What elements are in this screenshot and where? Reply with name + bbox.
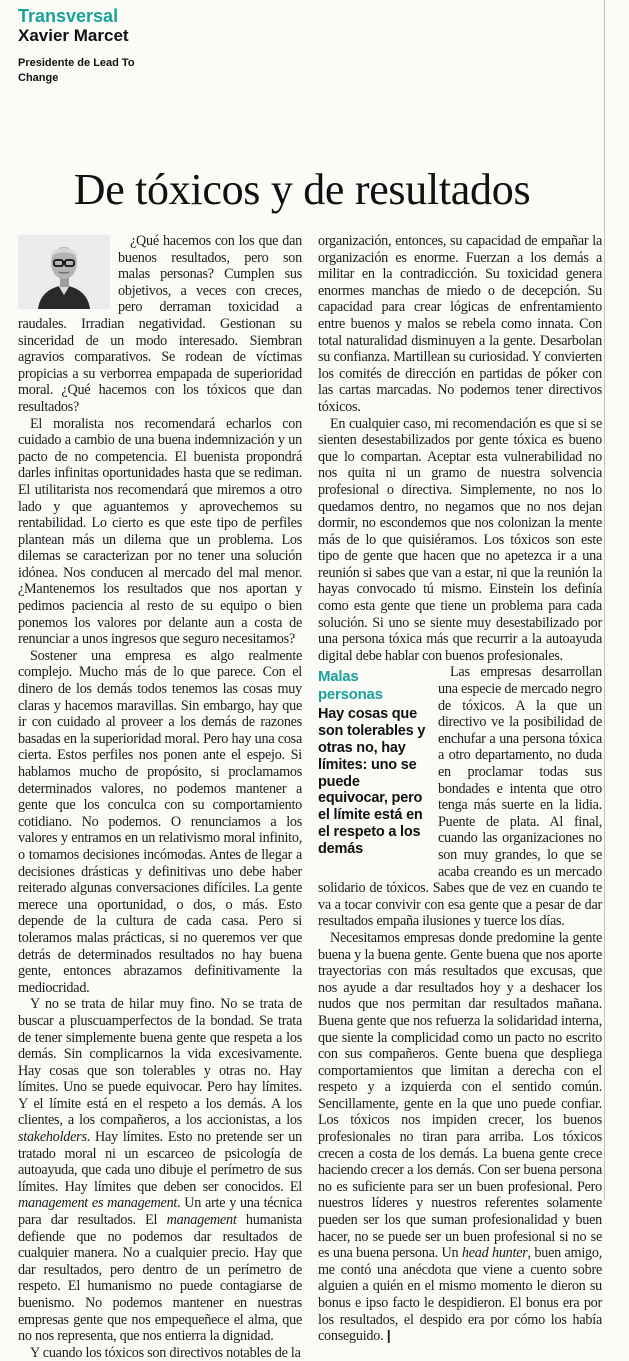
paragraph: En cualquier caso, mi recomendación es que si se sienten desestabilizados por gente tóxica es bueno que lo compartan. Aceptar esta vulnerabilidad no nos quita ni un gramo de nuestra solvencia profesional o directiva. Simplemente, no nos lo quedamos dentro, no negamos que no nos dejan dormir, no escondemos que nos colonizan la mente más de lo que quisiéramos. Los tóxicos son este tipo de gente que hacen que no apetezca ir a una reunión si sabes que van a estar, ni que la reunión la hayas convocado tú mismo. Einstein los definía como esta gente que tiene un problema para cada solución. Si uno se siente muy desestabilizado por una persona tóxica más que recurrir a la autoayuda digital debe hablar con buenos profesionales.	[318, 415, 602, 664]
article-headline: De tóxicos y de resultados	[73, 165, 531, 214]
paragraph: Y cuando los tóxicos son directivos notables de la	[30, 1344, 301, 1361]
author-portrait-icon	[18, 235, 110, 309]
text-run: . Hay límites. Esto no pretende ser un tratado moral ni un escarceo de psicología de autoayuda, que cada uno dibuje el perímetro de sus límites. Hay límites que deben ser conocidos. El	[18, 1129, 302, 1195]
pull-quote-text: Hay cosas que son tolerables y otras no, hay límites: uno se puede equivocar, pero el límite está en el respeto a los demás	[318, 706, 426, 857]
italic-term: management es management	[18, 1195, 178, 1212]
byline-block	[18, 6, 318, 86]
paragraph: El moralista nos recomendará echarlos con cuidado a cambio de una buena indemnización y un pacto de no competencia. El buenista propondrá darles infinitas oportunidades hasta que se rediman. El utilitarista nos recomendará que miremos a otro lado y que aguantemos y aprovechemos su rentabilidad. Lo cierto es que este tipo de perfiles plantean más un dilema que un problema. Los dilemas se caracterizan por no tener una solución idónea. Nos conducen al mercado del mal menor. ¿Mantenemos los resultados que nos aportan y pedimos paciencia al resto de su equipo o bien ponemos los valores por delante aun a costa de renunciar a unos ingresos que seguro necesitamos?	[18, 415, 302, 648]
article-column-1	[18, 233, 302, 1361]
text-run: . Un arte y una técnica para dar resultados. El	[18, 1195, 302, 1229]
section-label: Transversal	[18, 6, 119, 26]
article-column-2	[318, 233, 602, 1345]
paragraph: ¿Qué hacemos con los que dan buenos resultados, pero son malas personas? Cumplen sus objetivos, a veces con creces, pero derraman toxicidad a raudales. Irradian negatividad. Gestionan su sinceridad de un modo interesado. Siembran agravios comparativos. Se rodean de víctimas propicias a su verborrea empapada de superioridad moral. ¿Qué hacemos con los tóxicos que dan resultados?	[18, 233, 302, 415]
pull-quote	[318, 668, 426, 857]
column-rule	[604, 0, 605, 1200]
italic-term: head hunter	[461, 1245, 528, 1262]
text-run: Necesitamos empresas donde predomine la gente buena y la buena gente. Gente buena que nos aporte trayectorias con más resultados que excusas, que nos ayude a dar resultados hoy y a deshacer los nudos que nos permitan dar resultados mañana. Buena gente que nos refuerza la solidaridad interna, que siente la complicidad como un pacto no escrito con sus compañeros. Gente buena que despliega comportamientos que limitan a derecha con el respeto y a izquierda con el sentido común. Sencillamente, gente en la que uno puede confiar. Los tóxicos nos impiden crecer, los buenos profesionales no tiran para arriba. Los tóxicos crecen a costa de los demás. La buena gente crece haciendo crecer a los demás. Con ser buena persona no es suficiente para ser un buen profesional. Pero nuestros líderes y nuestros referentes solamente pueden ser los que suman profesionalidad y buen hacer, no se puede ser un buen profesional si no se es una buena persona. Un	[318, 929, 602, 1262]
text-run: Y no se trata de hilar muy fino. No se trata de buscar a pluscuamperfectos de la bondad. Se trata de tener simplemente buena gente que respeta a los demás. Sin complicarnos la vida excesivamente. Hay cosas que son tolerables y otras no. Hay límites. Uno se puede equivocar. Pero hay límites. Y el límite está en el respeto a los demás. A los clientes, a los compañeros, a los accionistas, a los	[18, 996, 302, 1129]
author-role: Presidente de Lead To Change	[18, 57, 135, 84]
end-mark: |	[386, 1328, 391, 1345]
paragraph: organización, entonces, su capacidad de empañar la organización es enorme. Fuerzan a los demás a militar en la contradicción. Su toxicidad genera enormes manchas de miedo o de decepción. Su capacidad para crear lógicas de enfrentamiento entre buenos y malos se rebela como innata. Con total naturalidad disminuyen a la gente. Desarbolan su confianza. Martillean su curiosidad. Y convierten los comités de dirección en partidas de póker con las cartas marcadas. No podemos tener directivos tóxicos.	[318, 233, 602, 415]
text-run: humanista defiende que no podemos dar resultados de cualquier manera. No a cualquier precio. Hay que dar resultados, pero dentro de un perímetro de respeto. El humanismo no puede contagiarse de buenismo. No podemos mantener en nuestras empresas gente que nos empequeñece el alma, que no nos representa, que nos entierra la dignidad.	[18, 1212, 302, 1345]
paragraph: Sostener una empresa es algo realmente complejo. Mucho más de lo que parece. Con el dinero de los demás todos tenemos las cosas muy claras y hacemos maravillas. Sin embargo, hay que ir con cuidado al proveer a los demás de razones basadas en la superioridad moral. Pero hay una cosa cierta. Estos perfiles nos ponen ante el espejo. Si hablamos mucho de propósito, si proclamamos determinados valores, no podemos mantener a gente que los conculca con su comportamiento cotidiano. No podemos. O renunciamos a los valores y entramos en un relativismo moral infinito, o tomamos decisiones incómodas. Antes de llegar a decisiones drásticas y definitivas uno debe haber reiterado algunas conversaciones difíciles. La gente merece una oportunidad, o dos, o más. Esto depende de la cultura de cada casa. Pero si toleramos malas prácticas, si no queremos ver que detrás de determinados resultados no hay buena gente, entonces abrazamos definitivamente la mediocridad.	[18, 647, 302, 996]
paragraph: Las empresas desarrollan una especie de mercado negro de tóxicos. A la que un directivo ve la posibilidad de enchufar a una persona tóxica a otro departamento, no duda en proclamar todas sus bondades e intenta que otro tenga más suerte en la lidia. Puente de plata. Al final, cuando las organizaciones no son muy grandes, lo que se acaba creando es un mercado solidario de tóxicos. Sabes que de vez en cuando te va a tocar convivir con esa gente que a pesar de dar resultados empaña ilusiones y tuerce los días.	[318, 664, 602, 930]
text-run: , buen amigo, me contó una anécdota que viene a cuento sobre alguien a quién en el mismo momento le dieron su bonus e ipso facto le despidieron. El bonus era por los resultados, el despido era por cómo los había conseguido.	[318, 1245, 603, 1345]
author-name: Xavier Marcet	[18, 26, 129, 45]
pull-quote-heading: Malas personas	[318, 668, 383, 704]
paragraph	[18, 996, 302, 1344]
paragraph	[318, 930, 602, 1345]
italic-term: stakeholders	[18, 1129, 87, 1146]
italic-term: management	[166, 1212, 237, 1229]
